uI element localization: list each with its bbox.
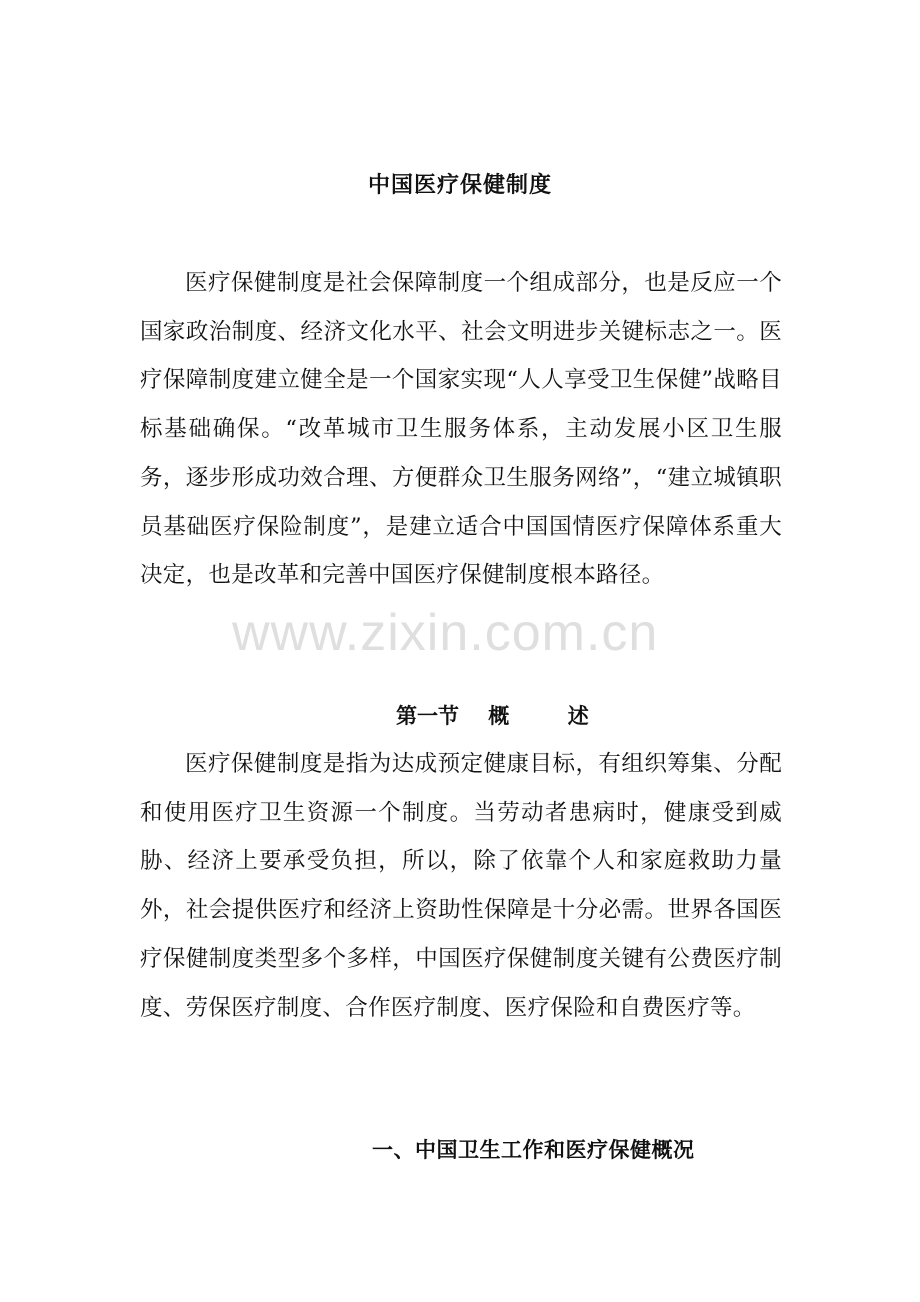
section-heading: 第一节 概 述 <box>396 704 589 728</box>
document-title: 中国医疗保健制度 <box>367 173 552 198</box>
section-paragraph: 医疗保健制度是指为达成预定健康目标，有组织筹集、分配和使用医疗卫生资源一个制度。当劳动者患病时，健康受到威胁、经济上要承受负担，所以，除了依靠个人和家庭救助力量外，社会提供医疗和经济上资助性保障是十分必需。世界各国医疗保健制度类型多个多样，中国医疗保健制度关键有公费医疗制度、劳保医疗制度、合作医疗制度、医疗保险和自费医疗等。 <box>140 751 782 1021</box>
subsection-heading: 一、中国卫生工作和医疗保健概况 <box>372 1138 695 1162</box>
intro-paragraph: 医疗保健制度是社会保障制度一个组成部分，也是反应一个国家政治制度、经济文化水平、社会文明进步关键标志之一。医疗保障制度建立健全是一个国家实现“人人享受卫生保健”战略目标基础确保。“改革城市卫生服务体系，主动发展小区卫生服务，逐步形成功效合理、方便群众卫生服务网络”，“建立城镇职员基础医疗保险制度”，是建立适合中国国情医疗保障体系重大决定，也是改革和完善中国医疗保健制度根本路径。 <box>140 270 782 589</box>
watermark: www.zixin.com.cn <box>232 604 659 662</box>
